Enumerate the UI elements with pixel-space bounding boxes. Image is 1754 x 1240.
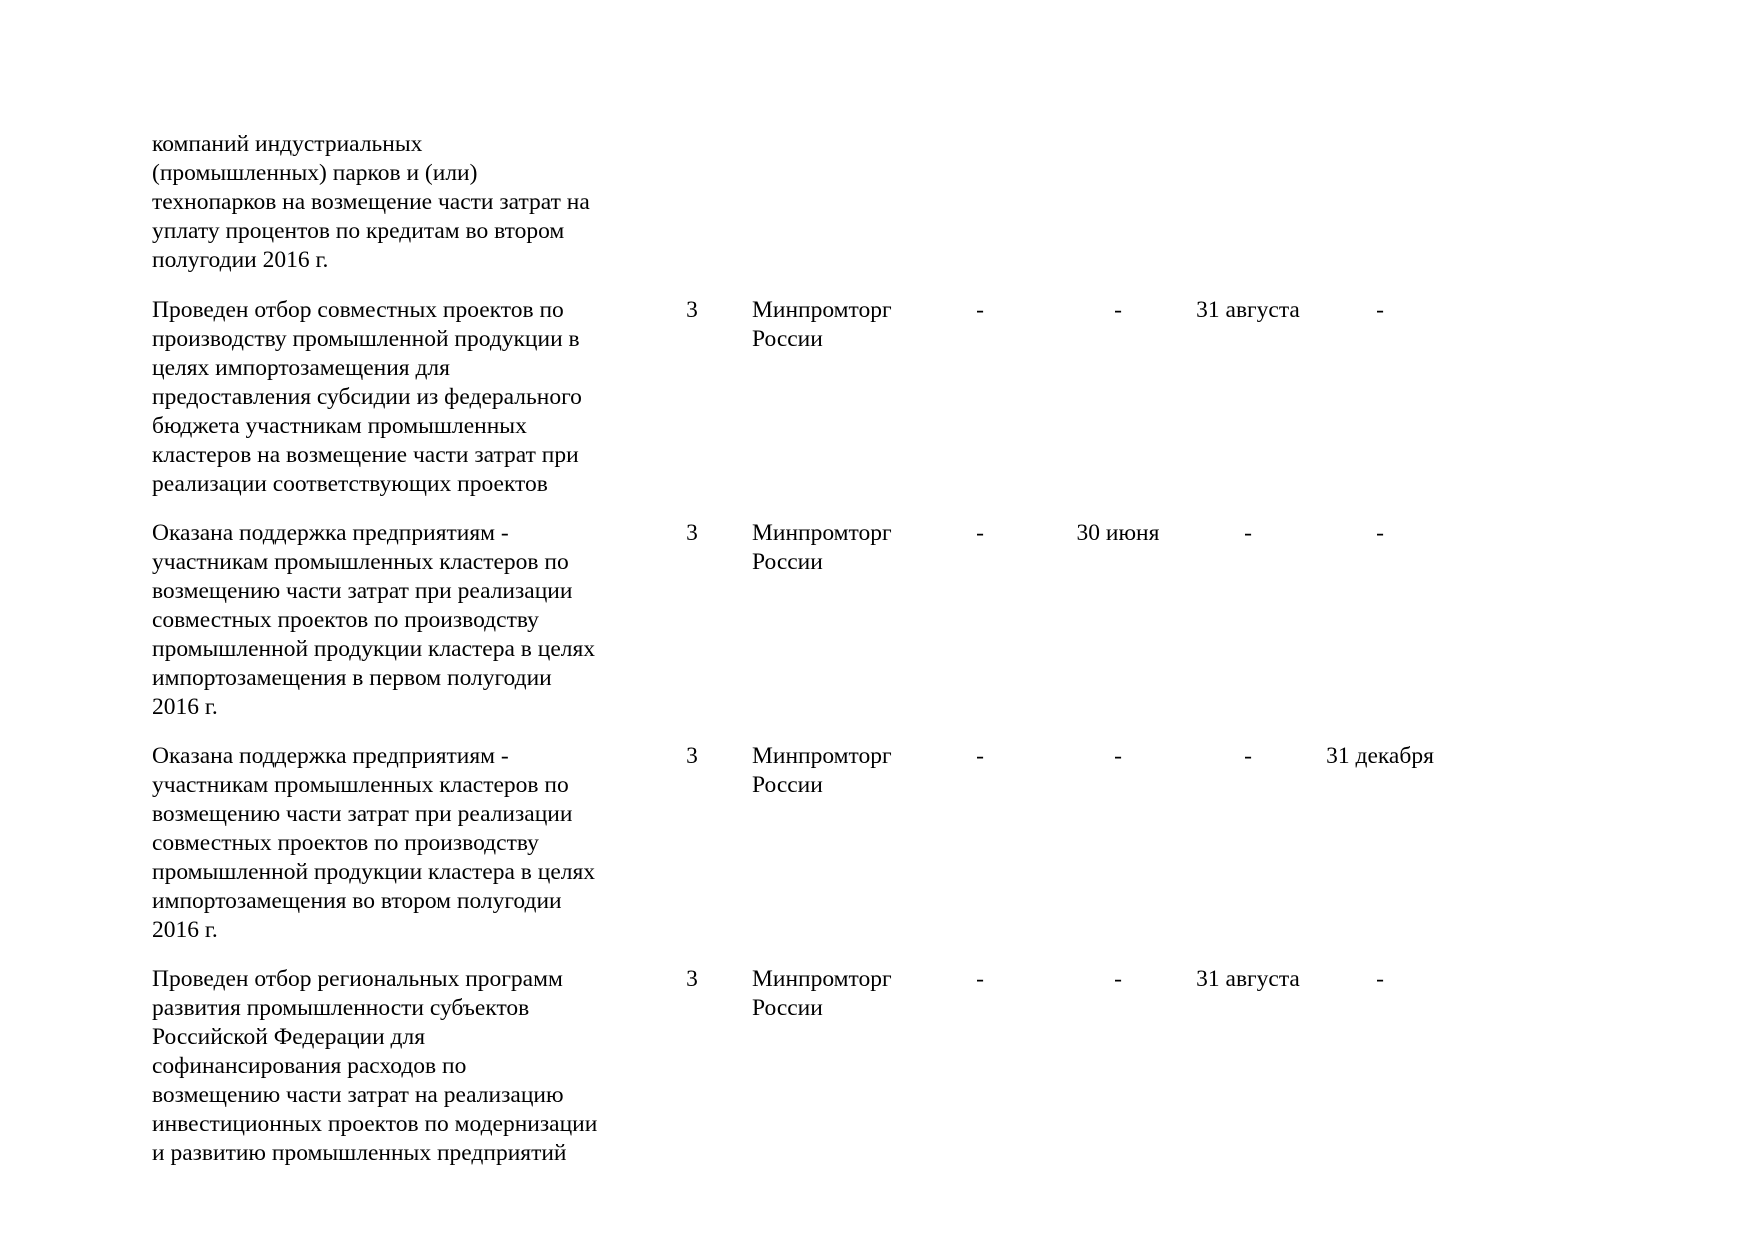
quarter-1-deadline: - — [976, 520, 984, 546]
responsible-line: Минпромторг — [752, 743, 892, 769]
row-responsible — [752, 742, 932, 800]
responsible-line: Минпромторг — [752, 520, 892, 546]
quarter-4-deadline: - — [1376, 297, 1384, 323]
text-line: участникам промышленных кластеров по — [152, 549, 569, 575]
row-number: 3 — [686, 966, 698, 992]
quarter-4-deadline: - — [1376, 966, 1384, 992]
text-line: совместных проектов по производству — [152, 830, 539, 856]
row-number: 3 — [686, 297, 698, 323]
responsible-line: Минпромторг — [752, 966, 892, 992]
responsible-line: России — [752, 995, 823, 1021]
quarter-4-deadline: - — [1376, 520, 1384, 546]
quarter-2-deadline: - — [1114, 743, 1122, 769]
text-line: импортозамещения в первом полугодии — [152, 665, 552, 691]
row-description — [152, 296, 632, 499]
text-line: Оказана поддержка предприятиям - — [152, 520, 509, 546]
quarter-2-deadline: 30 июня — [1076, 520, 1160, 546]
quarter-3-deadline: 31 августа — [1196, 966, 1300, 992]
quarter-3-deadline: - — [1244, 520, 1252, 546]
text-line: промышленной продукции кластера в целях — [152, 636, 596, 662]
responsible-line: России — [752, 772, 823, 798]
quarter-2-deadline: - — [1114, 966, 1122, 992]
text-line: производству промышленной продукции в — [152, 326, 580, 352]
text-line: промышленной продукции кластера в целях — [152, 859, 596, 885]
text-line: (промышленных) парков и (или) — [152, 160, 478, 186]
row-number: 3 — [686, 743, 698, 769]
row-responsible — [752, 296, 932, 354]
responsible-line: Минпромторг — [752, 297, 892, 323]
text-line: софинансирования расходов по — [152, 1053, 467, 1079]
text-line: 2016 г. — [152, 694, 218, 720]
quarter-1-deadline: - — [976, 743, 984, 769]
text-line: кластеров на возмещение части затрат при — [152, 442, 579, 468]
text-line: предоставления субсидии из федерального — [152, 384, 582, 410]
row-description — [152, 519, 632, 722]
text-line: технопарков на возмещение части затрат на — [152, 189, 590, 215]
text-line: Оказана поддержка предприятиям - — [152, 743, 509, 769]
row-number: 3 — [686, 520, 698, 546]
quarter-4-deadline: 31 декабря — [1326, 743, 1434, 769]
text-line: совместных проектов по производству — [152, 607, 539, 633]
text-line: компаний индустриальных — [152, 131, 423, 157]
text-line: развития промышленности субъектов — [152, 995, 530, 1021]
row-description — [152, 742, 632, 945]
quarter-2-deadline: - — [1114, 297, 1122, 323]
text-line: 2016 г. — [152, 917, 218, 943]
text-line: возмещению части затрат при реализации — [152, 801, 573, 827]
text-line: участникам промышленных кластеров по — [152, 772, 569, 798]
quarter-1-deadline: - — [976, 966, 984, 992]
row-description — [152, 130, 632, 275]
text-line: целях импортозамещения для — [152, 355, 450, 381]
row-responsible — [752, 519, 932, 577]
text-line: Проведен отбор совместных проектов по — [152, 297, 564, 323]
text-line: импортозамещения во втором полугодии — [152, 888, 562, 914]
text-line: бюджета участникам промышленных — [152, 413, 527, 439]
text-line: полугодии 2016 г. — [152, 247, 329, 273]
text-line: возмещению части затрат на реализацию — [152, 1082, 564, 1108]
text-line: уплату процентов по кредитам во втором — [152, 218, 565, 244]
responsible-line: России — [752, 326, 823, 352]
text-line: Российской Федерации для — [152, 1024, 426, 1050]
text-line: и развитию промышленных предприятий — [152, 1140, 567, 1166]
quarter-3-deadline: 31 августа — [1196, 297, 1300, 323]
text-line: реализации соответствующих проектов — [152, 471, 548, 497]
responsible-line: России — [752, 549, 823, 575]
text-line: инвестиционных проектов по модернизации — [152, 1111, 598, 1137]
quarter-3-deadline: - — [1244, 743, 1252, 769]
row-description — [152, 965, 632, 1168]
text-line: возмещению части затрат при реализации — [152, 578, 573, 604]
quarter-1-deadline: - — [976, 297, 984, 323]
row-responsible — [752, 965, 932, 1023]
text-line: Проведен отбор региональных программ — [152, 966, 563, 992]
